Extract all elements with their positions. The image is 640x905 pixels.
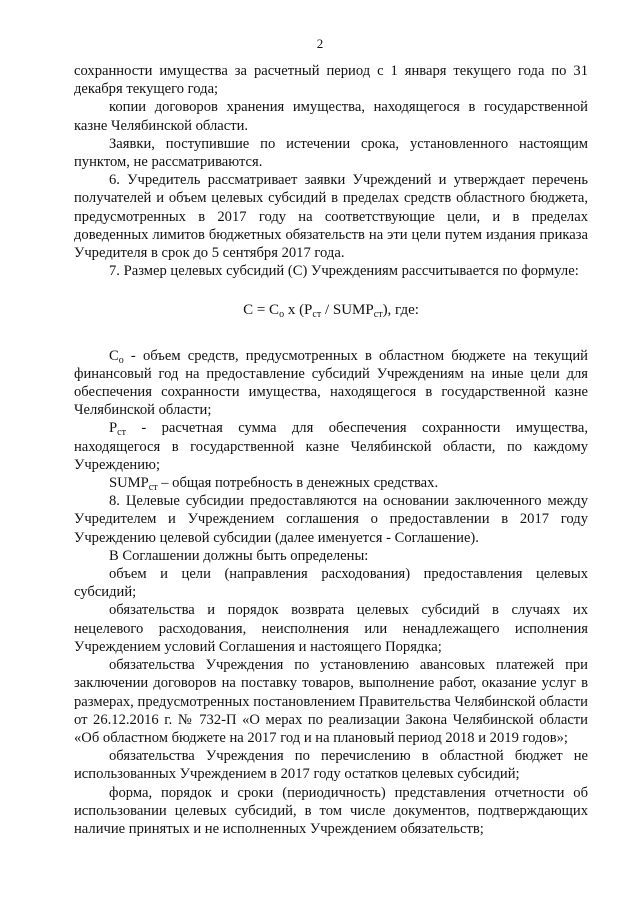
symbol-subscript: о bbox=[118, 354, 124, 366]
symbol-subscript: ст bbox=[117, 427, 126, 439]
definition-co bbox=[74, 347, 588, 420]
paragraph: Заявки, поступившие по истечении срока, установленного настоящим пунктом, не рассматриваются. bbox=[74, 135, 588, 171]
paragraph-item-7: 7. Размер целевых субсидий (С) Учреждениям рассчитывается по формуле: bbox=[109, 263, 579, 280]
formula-part: С = С bbox=[243, 302, 280, 319]
definition-pst bbox=[74, 419, 588, 474]
formula-subscript: ст bbox=[373, 309, 383, 321]
definition-text: - объем средств, предусмотренных в областном бюджете на текущий финансовый год на предоставление субсидий Учреждениям на иные цели для обеспечения сохранности имущества, находящегося в государственной казне Челябинской области; bbox=[74, 347, 588, 419]
symbol: С bbox=[109, 347, 119, 364]
symbol: Р bbox=[109, 420, 118, 437]
paragraph-item-6: 6. Учредитель рассматривает заявки Учреждений и утверждает перечень получателей и объем целевых субсидий в пределах средств областного бюджета, предусмотренных в 2017 году на соответствующие цели, и в пределах доведенных лимитов бюджетных обязательств на эти цели путем издания приказа Учредителя в срок до 5 сентября 2017 года. bbox=[74, 172, 588, 262]
paragraph: копии договоров хранения имущества, находящегося в государственной казне Челябинской области. bbox=[74, 99, 588, 134]
paragraph: обязательства и порядок возврата целевых субсидий в случаях их нецелевого расходования, неисполнения или ненадлежащего исполнения Учреждением условий Соглашения и настоящего Порядка; bbox=[74, 602, 588, 655]
paragraph: обязательства Учреждения по установлению авансовых платежей при заключении договоров на поставку товаров, выполнение работ, оказание услуг в размерах, предусмотренных постановлением Правительства Челябинской области от 26.12.2016 г. № 732-П «О мерах по реализации Закона Челябинской области «Об областном бюджете на 2017 год и на плановый период 2018 и 2019 годов»; bbox=[74, 657, 588, 746]
paragraph: объем и цели (направления расходования) предоставления целевых субсидий; bbox=[74, 566, 588, 601]
symbol-subscript: ст bbox=[148, 482, 158, 494]
formula-subscript: ст bbox=[312, 309, 322, 321]
paragraph: сохранности имущества за расчетный период с 1 января текущего года по 31 декабря текущего года; bbox=[74, 63, 588, 98]
formula-part: х (Р bbox=[284, 302, 313, 319]
formula-part: ), где: bbox=[382, 302, 419, 319]
paragraph: В Соглашении должны быть определены: bbox=[109, 547, 369, 564]
page-number: 2 bbox=[316, 36, 324, 51]
paragraph: форма, порядок и сроки (периодичность) представления отчетности об использовании целевых субсидий, в том числе документов, подтверждающих наличие принятых и не исполненных Учреждением обязательств; bbox=[74, 784, 588, 837]
definition-text: – общая потребность в денежных средствах. bbox=[157, 475, 439, 492]
paragraph-item-8: 8. Целевые субсидии предоставляются на основании заключенного между Учредителем и Учреждением соглашения о предоставлении в 2017 году Учреждению целевой субсидии (далее именуется - Соглашение). bbox=[74, 493, 588, 546]
document-body bbox=[74, 62, 588, 838]
definition-text: - расчетная сумма для обеспечения сохранности имущества, находящегося в государственной казне Челябинской области, по каждому Учреждению; bbox=[74, 420, 588, 473]
symbol: SUMP bbox=[109, 475, 149, 492]
subsidy-formula bbox=[74, 301, 588, 319]
formula-part: / SUMP bbox=[321, 302, 374, 319]
formula-subscript: о bbox=[279, 309, 285, 321]
definition-sump bbox=[74, 474, 588, 492]
paragraph: обязательства Учреждения по перечислению в областной бюджет не использованных Учреждением в 2017 году остатков целевых субсидий; bbox=[74, 748, 588, 783]
